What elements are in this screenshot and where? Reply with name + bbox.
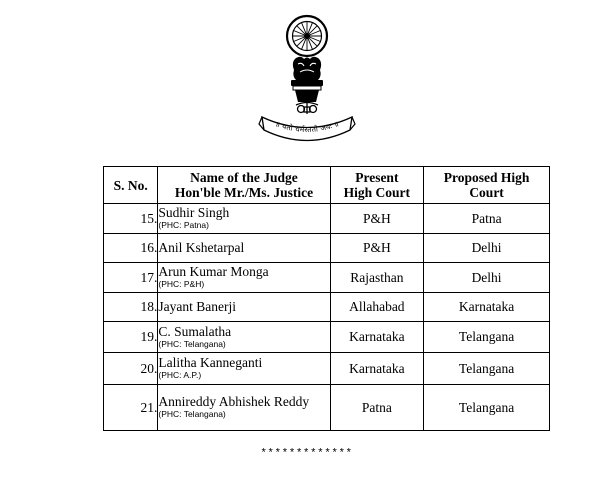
header-sno: S. No. [104,167,158,204]
row-judge [158,234,330,263]
table-row [104,234,550,263]
judge-name: Anil Kshetarpal [158,240,245,255]
judge-name: Jayant Banerji [158,299,236,314]
scales-icon [296,102,318,114]
judge-parent-court: (PHC: P&H) [158,279,205,289]
row-judge [158,322,330,353]
row-sno: 21. [104,385,158,431]
judge-name: Annireddy Abhishek Reddy [158,394,310,409]
header-judge-name [158,167,330,204]
lion-capital-icon [291,57,323,102]
table-row [104,353,550,385]
row-proposed-court: Karnataka [424,293,550,322]
judge-parent-court: (PHC: A.P.) [158,370,202,380]
row-proposed-court: Telangana [424,385,550,431]
header-proposed-court [424,167,550,204]
row-present-court: Karnataka [330,353,424,385]
judge-parent-court: (PHC: Patna) [158,220,209,230]
row-proposed-court: Patna [424,204,550,234]
chakra-icon [287,16,327,56]
row-sno: 19. [104,322,158,353]
row-proposed-court: Telangana [424,353,550,385]
header-proposed-line1: Proposed High [443,170,530,185]
row-sno: 15. [104,204,158,234]
judge-name: Arun Kumar Monga [158,264,269,279]
row-judge [158,353,330,385]
row-judge [158,263,330,293]
table-header-row [104,167,550,204]
table-row [104,385,550,431]
row-present-court: Rajasthan [330,263,424,293]
row-proposed-court: Telangana [424,322,550,353]
supreme-court-emblem [258,14,356,142]
row-present-court: P&H [330,234,424,263]
judge-name: Lalitha Kanneganti [158,355,263,370]
header-judge-name-line2: Hon'ble Mr./Ms. Justice [174,185,314,200]
header-proposed-line2: Court [469,185,504,200]
motto-scroll [259,117,355,141]
row-sno: 20. [104,353,158,385]
table-row [104,204,550,234]
judge-name: C. Sumalatha [158,323,232,339]
row-judge [158,293,330,322]
judges-transfer-table [103,166,550,431]
row-proposed-court: Delhi [424,234,550,263]
judge-parent-court: (PHC: Telangana) [158,338,226,349]
header-present-line2: High Court [343,185,411,200]
table-row [104,322,550,353]
judge-parent-court: (PHC: Telangana) [158,409,226,419]
header-judge-name-line1: Name of the Judge [190,170,298,185]
row-sno: 17. [104,263,158,293]
table-row [104,293,550,322]
row-judge [158,204,330,234]
row-present-court: Patna [330,385,424,431]
table-row [104,263,550,293]
row-judge [158,385,330,431]
judge-name: Sudhir Singh [158,205,230,220]
row-present-court: Karnataka [330,322,424,353]
emblem-motto: ॥ यतो धर्मस्ततो जयः ॥ [274,119,340,135]
row-sno: 18. [104,293,158,322]
row-proposed-court: Delhi [424,263,550,293]
header-present-line1: Present [355,170,399,185]
row-present-court: Allahabad [330,293,424,322]
end-of-document-stars: ************* [260,448,353,460]
row-sno: 16. [104,234,158,263]
row-present-court: P&H [330,204,424,234]
header-present-court [330,167,424,204]
